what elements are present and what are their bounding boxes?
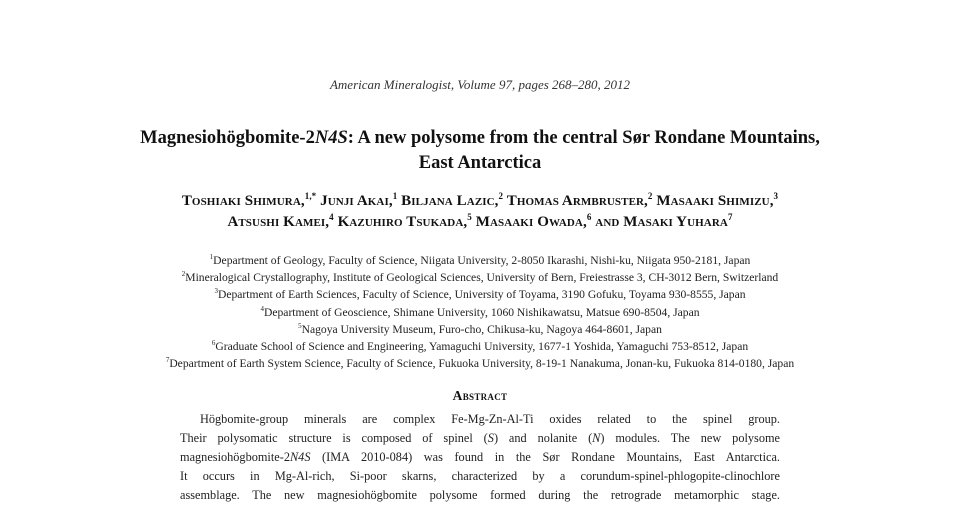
author: Masaaki Owada,$^6$ bbox=[475, 212, 592, 230]
affiliation: $^6$Graduate School of Science and Engineering, Yamaguchi University, 1677-1 Yoshida, Yamaguchi 753-8512, Japan bbox=[211, 339, 749, 354]
journal-citation: American Mineralogist, Volume 97, pages 268–280, 2012 bbox=[329, 77, 631, 92]
abstract-line: Högbomite-group minerals are complex Fe-Mg-Zn-Al-Ti oxides related to the spinel group. bbox=[200, 412, 780, 426]
affiliation: $^4$Department of Geoscience, Shimane University, 1060 Nishikawatsu, Matsue 690-8504, Japan bbox=[260, 304, 700, 319]
author: Biljana Lazic,$^2$ bbox=[401, 191, 504, 209]
author: and Masaki Yuhara$^7$ bbox=[595, 212, 733, 230]
author: Junji Akai,$^1$ bbox=[320, 191, 398, 209]
abstract-line: It occurs in Mg-Al-rich, Si-poor skarns, characterized by a corundum-spinel-phlogopite-clinochlore bbox=[180, 469, 780, 483]
affiliation: $^3$Department of Earth Sciences, Faculty of Science, University of Toyama, 3190 Gofuku, Toyama 930-8555, Japan bbox=[214, 287, 746, 302]
abstract-heading: Abstract bbox=[452, 388, 508, 403]
affiliation: $^5$Nagoya University Museum, Furo-cho, Chikusa-ku, Nagoya 464-8601, Japan bbox=[298, 321, 662, 336]
paper-title bbox=[60, 126, 900, 176]
affiliation: $^2$Mineralogical Crystallography, Institute of Geological Sciences, University of Bern, Freiestrasse 3, CH-3012 Bern, Switzerland bbox=[181, 270, 779, 285]
author-list bbox=[40, 191, 920, 233]
author: Masaaki Shimizu,$^3$ bbox=[656, 191, 779, 209]
affiliation: $^7$Department of Earth System Science, Faculty of Science, Fukuoka University, 8-19-1 Nanakuma, Jonan-ku, Fukuoka 814-0180, Japan bbox=[165, 356, 795, 371]
abstract-line: magnesiohögbomite-2N4S (IMA 2010-084) was found in the Sør Rondane Mountains, East Antarctica. bbox=[180, 450, 780, 464]
affiliation: $^1$Department of Geology, Faculty of Science, Niigata University, 2-8050 Ikarashi, Nishi-ku, Niigata 950-2181, Japan bbox=[209, 253, 751, 267]
author: Toshiaki Shimura,$^{1,*}$ bbox=[181, 191, 317, 209]
affiliation-list bbox=[40, 252, 920, 372]
abstract-body bbox=[180, 410, 780, 505]
title-line-2: East Antarctica bbox=[418, 153, 542, 173]
abstract-line: Their polysomatic structure is composed of spinel (S) and nolanite (N) modules. The new polysome bbox=[180, 431, 780, 445]
title-part-1: Magnesiohögbomite-2 bbox=[140, 128, 315, 148]
title-italic-formula: N4S bbox=[314, 128, 348, 148]
author: Atsushi Kamei,$^4$ bbox=[227, 212, 334, 230]
author: Kazuhiro Tsukada,$^5$ bbox=[337, 212, 472, 230]
author: Thomas Armbruster,$^2$ bbox=[506, 191, 653, 209]
abstract-line: assemblage. The new magnesiohögbomite polysome formed during the retrograde metamorphic stage. bbox=[180, 488, 780, 502]
title-part-2: : A new polysome from the central Sør Rondane Mountains, bbox=[347, 128, 820, 148]
